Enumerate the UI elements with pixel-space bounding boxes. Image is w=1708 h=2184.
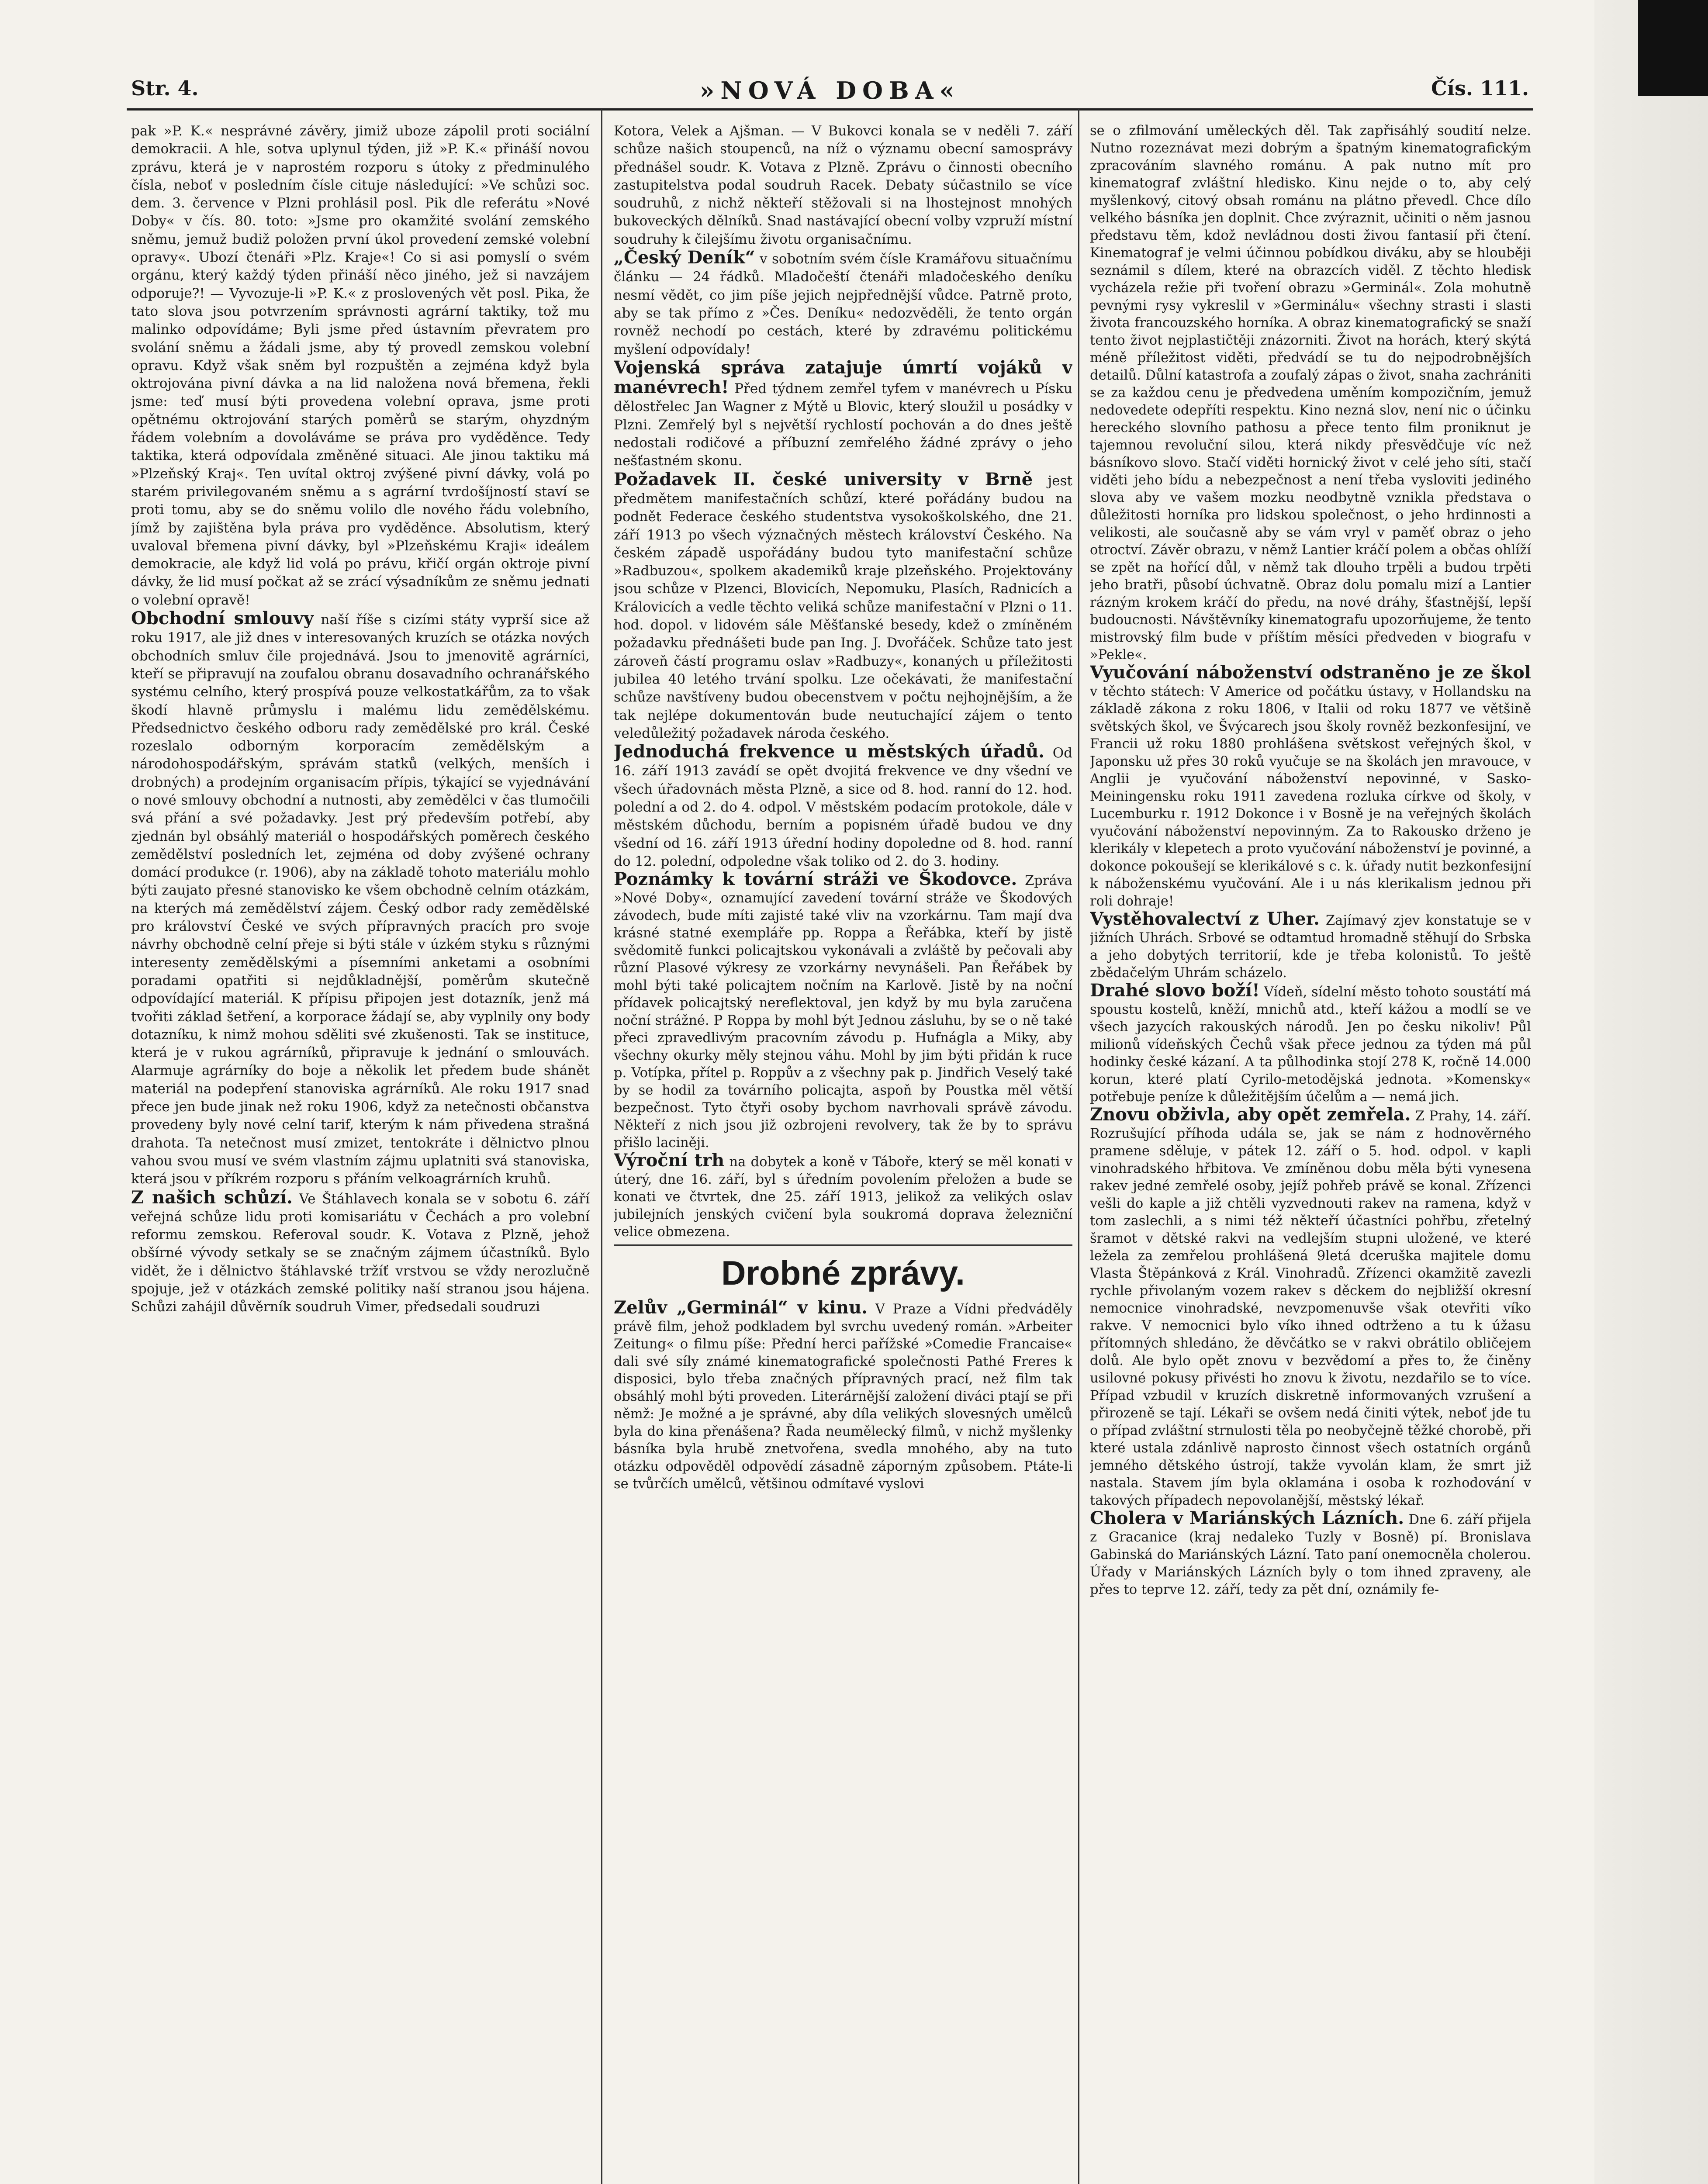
column-1	[131, 122, 590, 2184]
masthead-title: »NOVÁ DOBA«	[699, 76, 961, 104]
section-rule	[614, 1244, 1072, 1246]
article-body: v těchto státech: V Americe od počátku ústavy, v Hollandsku na základě zákona z roku 1806, v Italii od roku 1877 ve většině světských škol, ve Švýcarech jsou školy rovněž bezkonfesijní, ve Francii už roku 1880 prohlášena světskost veřejných škol, v Japonsku už přes 30 roků vyučuje se na školách jen mravouce, v Anglii je vyučování náboženství nepovinné, v Sasko-Meiningensku roku 1911 zavedena rozluka církve od školy, v Lucemburku r. 1912 Dokonce i v Bosně je na veřejných školách vyučování náboženství nepovinným. Za to Rakousko drženo je klerikály v klepetech a proto vyučování náboženství je povinné, a dokonce pokoušejí se klerikálové s c. k. úřady nutit bezkonfesijní k náboženskému vyučování. Ale i u nás klerikalism jednou při roli dohraje!	[1090, 684, 1531, 909]
article-heading: Vyučování náboženství odstraněno je ze škol	[1090, 662, 1531, 683]
article-heading: Cholera v Mariánských Lázních.	[1090, 1508, 1404, 1528]
article-body: jest předmětem manifestačních schůzí, které pořádány budou na podnět Federace českého studentstva vysokoškolského, dne 21. září 1913 po všech význačných městech království Českého. Na českém západě uspořádány budou tyto manifestační schůze »Radbuzou«, spolkem akademiků kraje plzeňského. Projektovány jsou schůze v Plzenci, Blovicích, Nepomuku, Plasích, Radnicích a Královicích a vedle těchto veliká schůze manifestační v Plzni o 11. hod. dopol. v lidovém sále Měšťanské besedy, kdež o zmíněném požadavku přednášeti bude pan Ing. J. Dvořáček. Schůze tato jest zároveň částí programu oslav »Radbuzy«, konaných u příležitosti jubilea 40 letého trvání spolku. Lze očekávati, že manifestační schůze navštíveny budou obecenstvem v počtu nejhojnějším, a že tak nejlépe dokumentován bude neutuchající zájem o tento veledůležitý požadavek národa českého.	[614, 473, 1072, 741]
article-jednoducha-frekvence	[614, 743, 1072, 871]
article-paragraph: Kotora, Velek a Ajšman. — V Bukovci konala se v neděli 7. září schůze našich stoupenců, na níž o významu obecní samosprávy přednášel soudr. K. Votava z Plzně. Zprávu o činnosti obecního zastupitelstva podal soudruh Racek. Debaty súčastnilo se více soudruhů, z nichž někteří stěžovali si na lhostejnost mnohých bukoveckých dělníků. Snad nastávající obecní volby vzpruží místní soudruhy k čilejšímu životu organisačnímu.	[614, 123, 1072, 247]
header-rule	[127, 108, 1533, 111]
article-heading: Vystěhovalectví z Uher.	[1090, 909, 1320, 929]
article-body: naší říše s cizími státy vyprší sice až roku 1917, ale již dnes v interesovaných kruzích se otázka nových obchodních smluv čile projednává. Jsou to jmenovitě agrárníci, kteří se připravují na zoufalou obranu dosavadního ochranářského systému celního, který prospívá pouze velkostatkářům, za to však škodí hlavně průmyslu i malému lidu zemědělskému. Předsednictvo českého odboru rady zemědělské pro král. České rozeslalo odborným korporacím zemědělským a národohospodářským, správám statků (velkých, menších i drobných) a prodejním organisacím přípis, týkající se vyjednávání o nové smlouvy obchodní a nutnosti, aby zemědělci v čas tlumočili svá přání a své požadavky. Jest prý především potřebí, aby zjednán byl obsáhlý materiál o hospodářských poměrech českého zemědělství posledních let, zejména od doby zvýšené ochrany domácí produkce (r. 1906), aby na základě tohoto materiálu mohlo býti zaujato přesné stanovisko ke všem obchodně celním otázkám, na kterých má zemědělství zájem. Český odbor rady zemědělské pro království České ve svých přípravných pracích pro svoje návrhy obchodně celní přeje si býti stále v úzkém styku s různými interesenty zemědělskými a písemními anketami a osobními poradami opatřiti si nejdůkladnější, poměrům skutečně odpovídající materiál. K přípisu připojen jest dotazník, jenž má tvořiti základ šetření, a korporace žádají se, aby vyplnily ony body dotazníku, k nimž mohou sděliti své zkušenosti. Tak se instituce, která je v rukou agrárníků, připravuje k jednání o smlouvách. Alarmuje agrárníky do boje a několik let předem bude shánět materiál na podepření stanoviska agrárníků. Ale roku 1917 snad přece jen bude jinak než roku 1906, když za netečnosti občanstva provedeny byly nové celní tarif, kterým k nám přivedena strašná drahota. Ta netečnost musí zmizet, tentokráte i dělnictvo plnou vahou svou musí ve svém vlastním zájmu uplatniti svá stanoviska, která jsou v příkrém rozporu s přáním velkoagrárních kruhů.	[131, 612, 590, 1187]
page-header	[131, 76, 1529, 107]
article-heading: Drahé slovo boží!	[1090, 980, 1260, 1001]
article-pozadavek-university	[614, 470, 1072, 743]
scan-corner	[1638, 0, 1708, 96]
article-body: Od 16. září 1913 zavádí se opět dvojitá frekvence ve dny všední ve všech úřadovnách města Plzně, a sice od 8. hod. ranní do 12. hod. polední a od 2. do 4. odpol. V městském podacím protokole, dále v městském důchodu, berním a popisném úřadě budou ve dny všední od 16. září 1913 úřední hodiny dopoledne od 8. hod. ranní do 12. polední, odpoledne však toliko od 2. do 3. hodiny.	[614, 745, 1072, 869]
article-vystehovalectvi	[1090, 910, 1531, 982]
article-heading: Z našich schůzí.	[131, 1187, 293, 1208]
article-heading: Znovu obživla, aby opět zemřela.	[1090, 1104, 1411, 1125]
article-heading: Obchodní smlouvy	[131, 608, 314, 629]
column-rule-2	[1078, 109, 1079, 2184]
article-nabozenstvi	[1090, 664, 1531, 910]
article-body: Zajímavý zjev konstatuje se v jižních Uhrách. Srbové se odtamtud hromadně stěhují do Srbska a jeho dobytých territorií, kde je třeba kolonistů. To ještě zbědačelým Uhrám scházelo.	[1090, 913, 1531, 981]
article-tovarni-straz	[614, 871, 1072, 1152]
article-body: Vídeň, sídelní město tohoto soustátí má spoustu kostelů, kněží, mnichů atd., kteří kážou a modlí se ve všech jazycích rakouských národů. Jen po česku nikoliv! Půl milionů vídeňských Čechů však přece jednou za týden má půl hodinky české kázaní. A ta půlhodinka stojí 278 K, ročně 14.000 korun, které platí Cyrilo-metodějská jednota. »Komensky« potřebuje peníze k důležitějším účelům a — nemá jich.	[1090, 985, 1531, 1105]
article-body: v sobotním svém čísle Kramářovu situačnímu článku — 24 řádků. Mladočeští čtenáři mladočeského deníku nesmí vědět, co jim píše jejich nejpřednější vůdce. Patrně proto, aby se tak přímo z »Čes. Deníku« nedozvěděli, že tento orgán rovněž nechodí po cestách, které by zdravému politickému myšlení odpovídaly!	[614, 251, 1072, 357]
article-body: Před týdnem zemřel tyfem v manévrech u Písku dělostřelec Jan Wagner z Mýtě u Blovic, který sloužil u posádky v Plzni. Zemřelý byl s největší rychlostí pochován a do dnes ještě nedostali rodičové a příbuzní zemřelého žádné zprávy o jeho nešťastném skonu.	[614, 381, 1072, 469]
article-body: V Praze a Vídni předváděly právě film, jehož podkladem byl svrchu uvedený román. »Arbeiter Zeitung« o filmu píše: Přední herci pařížské »Comedie Francaise« dali své síly známé kinematografické společnosti Pathé Freres k disposici, bylo třeba značných přípravných prací, než film tak obsáhlý mohl býti proveden. Literárnější založení diváci ptají se při němž: Je možné a je správné, aby díla velikých slovesných umělců byla do kina přenášena? Řada neumělecký filmů, v nichž myšlenky básníka byla hrubě znetvořena, svedla mnohého, aby na tuto otázku odpověděl odpovědí zásadně záporným způsobem. Ptáte-li se tvůrčích umělců, většinou odmítavé vyslovi	[614, 1302, 1072, 1492]
article-body: Zpráva »Nové Doby«, oznamující zavedení tovární stráže ve Škodových závodech, bude míti zajisté také vliv na vzorkárnu. Tam mají dva krásné statné exempláře pp. Roppa a Řeřábka, kteří by jistě svědomitě funkci policajtskou vykonávali a zvláště by pečovali aby různí Plasové výkresy ze vzorkárny nevynášeli. Pan Řeřábek by mohl býti také policajtem nočním na Karlově. Jistě by na noční přídavek policajtský nereflektoval, jen když by mu byla zaručena noční strážné. P Roppa by mohl být Jednou zásluhu, by se o ně také přeci zpravedlivým pracovním závodu p. Hufnágla a Miky, aby všechny okurky měly stejnou váhu. Mohl by jim býti přidán k ruce p. Votípka, přítel p. Roppův a z všechny pak p. Jindřich Veselý také by se hodil za továrního policajta, aspoň by Poustka měl větší bezpečnost. Tyto čtyři osoby bychom navrhovali správě závodu. Někteří z nich jsou již ozbrojeni revolvery, tak že by to správu přišlo laciněji.	[614, 873, 1072, 1151]
article-vyrocni-trh	[614, 1152, 1072, 1241]
article-cholera	[1090, 1510, 1531, 1599]
article-paragraph: se o zfilmování uměleckých děl. Tak zapřisáhlý soudití nelze. Nutno rozeznávat mezi dobrým a špatným kinematografickým zpracováním slavného románu. A pak nutno mít pro kinematograf zvláštní hledisko. Kinu nejde o to, aby celý myšlenkový, citový obsah románu na plátno převedl. Chce dílo velkého básníka jen doplnit. Chce zvýraznit, učiniti o něm jasnou představu těm, kdož nevládnou dosti živou fantasií při čtení. Kinematograf je velmi účinnou pobídkou diváku, aby se hlouběji seznámil s dílem, které na obrazcích viděl. Z těchto hledisk vycházela režie při tvoření obrazu »Germinál«. Zola mohutně pevnými rysy vykreslil v »Germinálu« všechny strasti i slasti života francouzského horníka. A obraz kinematografický se snaží tento život nejplastičtěji znázorniti. Život na horách, který skýtá méně příležitost viděti, předvádí se tu do nejpodrobnějších detailů. Důlní katastrofa a zoufalý zápas o život, snaha zachrániti se za každou cenu je předvedena uměním kompozičním, jemuž nedovedete odepříti respektu. Kino nezná slov, není nic o účinku hereckého slovního pathosu a přece tento film proniknut je tajemnou revoluční silou, která nikdy přesvědčuje víc než básníkovo slovo. Stačí viděti hornický život v celé jeho síti, stačí viděti jeho bídu a nebezpečnost a není třeba vysloviti jediného slova aby ve vašem mozku neodbytně vznikla představa o důležitosti horníka pro lidskou společnost, o jeho hrdinnosti a velikosti, ale současně aby se vám vryl v paměť obraz o jeho otroctví. Závěr obrazu, v němž Lantier kráčí polem a občas ohlíží se zpět na hořící důl, v němž tak dlouho trpěli a budou trpěti jeho bratři, působí úchvatně. Obraz dolu pomalu mizí a Lantier rázným krokem kráčí do předu, na nové dráhy, šťastnější, lepší budoucnosti. Návštěvníky kinematografu upozorňujeme, že tento mistrovský film bude v příštím měsíci předveden v biografu v »Pekle«.	[1090, 123, 1531, 663]
article-heading: Zelův „Germinál“ v kinu.	[614, 1297, 868, 1318]
column-rule-1	[601, 109, 602, 2184]
article-vojenska-sprava	[614, 359, 1072, 470]
page-number: Str. 4.	[131, 76, 199, 100]
article-heading: „Český Deník“	[614, 247, 755, 268]
article-body: na dobytek a koně v Táboře, který se měl konati v úterý, dne 16. září, byl s úředním povolením přeložen a bude se konati ve čtvrtek, dne 25. září 1913, jelikož za velikých oslav jubilejních jenských cvičení byla soukromá doprava železniční velice obmezena.	[614, 1154, 1072, 1240]
article-z-nasich-schuzi	[131, 1189, 590, 1317]
article-body: Dne 6. září přijela z Gracanice (kraj nedaleko Tuzly v Bosně) pí. Bronislava Gabinská do Mariánských Lázní. Tato paní onemocněla cholerou. Úřady v Mariánských Lázních byly o tom ihned zpraveny, ale přes to teprve 12. září, tedy za pět dní, oznámily fe-	[1090, 1512, 1531, 1597]
article-heading: Výroční trh	[614, 1150, 725, 1171]
article-heading: Požadavek II. české university v Brně	[614, 469, 1033, 490]
article-heading: Vojenská správa zatajuje úmrtí vojáků v manévrech!	[614, 357, 1072, 398]
article-obchodni-smlouvy	[131, 609, 590, 1189]
column-2	[614, 122, 1072, 2184]
article-body: Z Prahy, 14. září. Rozrušující příhoda udála se, jak se nám z hodnověrného pramene sděluje, v pátek 12. září o 5. hod. odpol. v kapli vinohradského hřbitova. Ve zmíněnou dobu měla býti vynesena rakev jedné zemřelé osoby, jejíž pohřeb právě se konal. Zřízenci vešli do kaple a již chtěli vyzvednouti rakev na ramena, když v tom zaslechli, a s nimi též někteří účastníci pohřbu, zřetelný šramot v dětské rakvi na vedlejším stupni uložené, ve které ležela za zemřelou prohlášená 9letá dceruška majitele domu Vlasta Štěpánková z Král. Vinohradů. Zřízenci okamžitě zavezli rychle přivolaným vozem rakev s děckem do nejbližší okresní nemocnice vinohradské, nevzpomenuvše však otevřiti víko rakve. V nemocnici bylo víko ihned odtrženo a tu k úžasu přítomných shledáno, že děvčátko se v rakvi obrátilo obličejem dolů. Ale bylo opět znovu v bezvědomí a přes to, že činěny usilovné pokusy přivésti ho znovu k životu, nezdařilo se to více. Případ vzbudil v kruzích diskretně informovaných vzrušení a přirozeně se tají. Lékaři se ovšem nedá činiti výtek, neboť jde tu o případ zvláštní strnulosti těla po neobyčejně těžké chorobě, při které ustala zdánlivě naprosto činnost všech ostatních orgánů jemného dětského ústrojí, takže vyvolán klam, že smrt již nastala. Stavem jím byla oklamána i osoba k rozhodování v takových případech nepovolanější, městský lékař.	[1090, 1109, 1531, 1508]
scan-margin	[1594, 0, 1708, 2184]
column-3	[1090, 122, 1531, 2184]
article-heading: Jednoduchá frekvence u městských úřadů.	[614, 741, 1045, 762]
issue-number: Čís. 111.	[1431, 76, 1529, 100]
article-heading: Poznámky k tovární stráži ve Škodovce.	[614, 869, 1017, 890]
article-cesky-denik	[614, 249, 1072, 359]
article-germinal	[614, 1299, 1072, 1493]
article-paragraph: pak »P. K.« nesprávné závěry, jimiž uboze zápolil proti sociální demokracii. A hle, sotva uplynul týden, již »P. K.« přináší novou zprávu, která je v naprostém rozporu s útoky z předminulého čísla, neboť v posledním čísle citujе následující: »Ve schůzi soc. dem. 3. července v Plzni prohlásil posl. Pik dle referátu »Nové Doby« v čís. 80. toto: »Jsme pro okamžité svolání zemského sněmu, jemuž budiž položen první úkol provedení zemské volební opravy«. Ubozí čtenáři »Plz. Kraje«! Co si asi pomyslí o svém orgánu, který každý týden přináší něco jiného, jež si navzájem odporuje?! — Vyvozuje-li »P. K.« z proslovených vět posl. Pika, že tato slova jsou potvrzením správnosti agrární taktiky, tož mu malinko odpovídáme; Byli jsme před ústavním převratem pro svolání sněmu a žádali jsme, aby tý provedl zemskou volební opravu. Když však sněm byl rozpuštěn a zejména když byla oktrojována pivní dávka a na lid naložena nová břemena, řekli jsme: teď musí býti provedena volební oprava, jsme proti opětnému oktrojování starých poměrů se starým, ohyzdným řádem volebním a dovoláváme se práva pro vyděděnce. Tedy taktika, která odpovídala změněné situaci. Ale jinou taktiku má »Plzeňský Kraj«. Ten uvítal oktroj zvýšené pivní dávky, volá po starém privilegovaném sněmu a s agrární tvrdošíjností staví se proti tomu, aby se do sněmu volilo dle nového řádu volebního, jímž by zajištěna byla práva pro vyděděnce. Absolutism, který uvaloval břemena pivní dávky, byl »Plzeňskému Kraji« ideálem demokracie, ale když lid volá po právu, křičí orgán oktroje pivní dávky, že lid musí počkat až se zrácí výsadníkům ze sněmu jednati o volební opravě!	[131, 123, 590, 608]
article-body: Ve Štáhlavech konala se v sobotu 6. září veřejná schůze lidu proti komisariátu v Čechách a pro volební reformu zemskou. Referoval soudr. K. Votava z Plzně, jehož obšírné vývody setkaly se se značným zájmem účastníků. Bylo vidět, že i dělnictvo štáhlavské tržíť vrstvou se vždy nerozlučně spojuje, jež v otázkách zemské politiky naší stranou jsou hájena. Schůzi zahájil důvěrník soudruh Vimer, předsedali soudruzi	[131, 1191, 590, 1315]
article-znovu-obzivla	[1090, 1106, 1531, 1510]
section-heading: Drobné zprávy.	[721, 1254, 965, 1292]
article-drahe-slovo	[1090, 982, 1531, 1106]
